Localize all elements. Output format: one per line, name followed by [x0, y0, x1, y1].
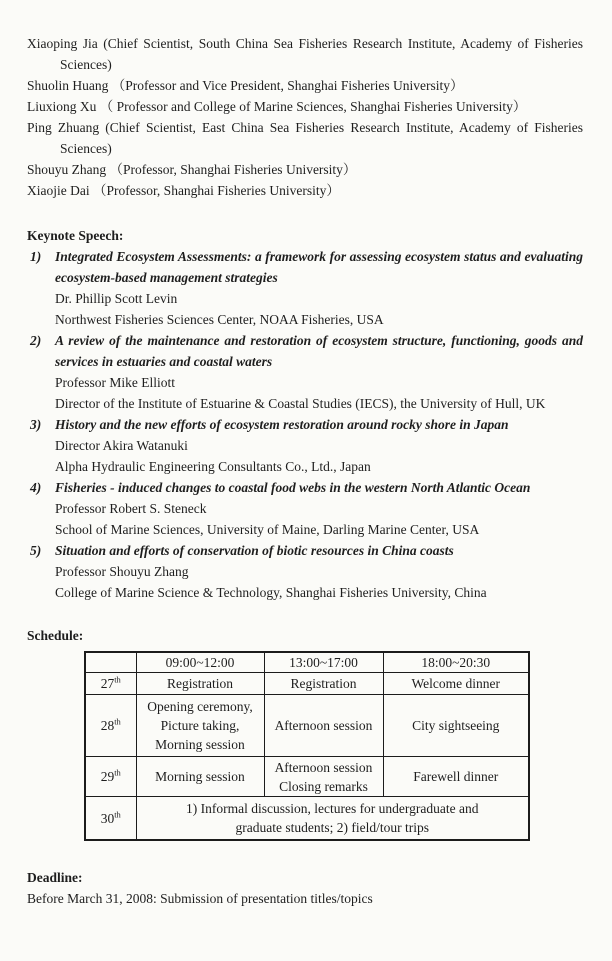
schedule-day-cell	[85, 797, 136, 841]
keynote-affiliation: School of Marine Sciences, University of Maine, Darling Marine Center, USA	[55, 522, 480, 537]
keynote-item-number: 5)	[30, 543, 42, 558]
schedule-cell	[264, 695, 383, 757]
cell-line: Welcome dinner	[411, 676, 500, 691]
cell-line: Picture taking,	[160, 718, 240, 733]
cell-line: Registration	[290, 676, 357, 691]
schedule-header-cell	[85, 652, 136, 673]
keynote-speaker: Professor Robert S. Steneck	[55, 501, 207, 516]
schedule-row-29	[85, 757, 529, 797]
schedule-cell	[136, 757, 264, 797]
keynote-speaker: Dr. Phillip Scott Levin	[55, 291, 178, 306]
keynote-heading: Keynote Speech:	[27, 228, 124, 243]
cell-line: 1) Informal discussion, lectures for undergraduate and	[185, 801, 479, 816]
cell-line: Opening ceremony,	[147, 699, 253, 714]
schedule-cell	[136, 673, 264, 695]
keynote-item	[27, 414, 583, 477]
day-suffix: th	[114, 674, 121, 685]
keynote-speaker: Professor Mike Elliott	[55, 375, 175, 390]
day-suffix: th	[114, 767, 121, 778]
schedule-header-cell: 13:00~17:00	[264, 652, 383, 673]
committee-member: Xiaoping Jia (Chief Scientist, South China Sea Fisheries Research Institute, Academy of Fisheries Sciences)	[27, 36, 583, 72]
cell-line: Morning session	[155, 769, 245, 784]
keynote-item-title: Integrated Ecosystem Assessments: a framework for assessing ecosystem status and evaluating ecosystem-based management strategies	[55, 249, 583, 285]
schedule-day-cell	[85, 673, 136, 695]
day-number: 30	[100, 810, 115, 826]
committee-member: Shuolin Huang （Professor and Vice President, Shanghai Fisheries University）	[27, 78, 464, 93]
schedule-cell	[264, 757, 383, 797]
keynote-item-title: History and the new efforts of ecosystem restoration around rocky shore in Japan	[55, 417, 509, 432]
schedule-day-cell	[85, 757, 136, 797]
schedule-row-27	[85, 673, 529, 695]
keynote-item	[27, 330, 583, 414]
cell-line: Registration	[167, 676, 233, 691]
cell-line: Morning session	[155, 737, 245, 752]
keynote-item	[27, 540, 583, 603]
schedule-cell	[383, 757, 529, 797]
committee-member: Shouyu Zhang （Professor, Shanghai Fisheries University）	[27, 162, 357, 177]
schedule-merged-cell	[136, 797, 529, 841]
schedule-cell	[383, 673, 529, 695]
committee-member: Liuxiong Xu （ Professor and College of Marine Sciences, Shanghai Fisheries University）	[27, 99, 527, 114]
deadline-section	[27, 867, 583, 909]
cell-line: Afternoon session	[274, 718, 373, 733]
keynote-item-title: A review of the maintenance and restoration of ecosystem structure, functioning, goods and services in estuaries and coastal waters	[55, 333, 583, 369]
keynote-item-title: Situation and efforts of conservation of biotic resources in China coasts	[55, 543, 454, 558]
committee-member: Xiaojie Dai （Professor, Shanghai Fisheries University）	[27, 183, 340, 198]
cell-line: graduate students; 2) field/tour trips	[235, 820, 429, 835]
day-suffix: th	[114, 809, 121, 819]
keynote-item	[27, 477, 583, 540]
schedule-row-30	[85, 797, 529, 841]
keynote-item-number: 4)	[30, 480, 42, 495]
schedule-section	[27, 625, 583, 841]
deadline-heading: Deadline:	[27, 870, 83, 885]
keynote-speaker: Director Akira Watanuki	[55, 438, 188, 453]
schedule-header-cell: 18:00~20:30	[383, 652, 529, 673]
keynote-item-number: 3)	[30, 417, 42, 432]
cell-line: City sightseeing	[412, 718, 500, 733]
day-suffix: th	[114, 716, 121, 727]
day-number: 28	[100, 718, 115, 733]
keynote-item-number: 2)	[30, 333, 42, 348]
keynote-item	[27, 246, 583, 330]
committee-list	[27, 33, 583, 201]
cell-line: Afternoon session	[274, 759, 373, 775]
schedule-header-cell: 09:00~12:00	[136, 652, 264, 673]
schedule-row-28	[85, 695, 529, 757]
day-number: 27	[100, 676, 115, 691]
schedule-heading: Schedule:	[27, 628, 84, 643]
schedule-table	[84, 651, 530, 841]
schedule-cell	[383, 695, 529, 757]
schedule-cell	[136, 695, 264, 757]
keynote-affiliation: Alpha Hydraulic Engineering Consultants Co., Ltd., Japan	[55, 459, 371, 474]
committee-member: Ping Zhuang (Chief Scientist, East China Sea Fisheries Research Institute, Academy of Fisheries Sciences)	[27, 120, 583, 156]
keynote-item-title: Fisheries - induced changes to coastal food webs in the western North Atlantic Ocean	[55, 480, 531, 495]
keynote-affiliation: College of Marine Science & Technology, Shanghai Fisheries University, China	[55, 585, 487, 600]
day-number: 29	[100, 769, 115, 784]
cell-line: Closing remarks	[279, 778, 368, 794]
cell-line: Farewell dinner	[413, 769, 499, 784]
keynote-item-number: 1)	[30, 249, 42, 264]
keynote-section	[27, 225, 583, 603]
schedule-day-cell	[85, 695, 136, 757]
deadline-text: Before March 31, 2008: Submission of presentation titles/topics	[27, 891, 373, 906]
keynote-speaker: Professor Shouyu Zhang	[55, 564, 189, 579]
schedule-cell	[264, 673, 383, 695]
schedule-header-row	[85, 652, 529, 673]
keynote-affiliation: Northwest Fisheries Sciences Center, NOAA Fisheries, USA	[55, 312, 384, 327]
keynote-affiliation: Director of the Institute of Estuarine & Coastal Studies (IECS), the University of Hull, UK	[55, 396, 546, 411]
